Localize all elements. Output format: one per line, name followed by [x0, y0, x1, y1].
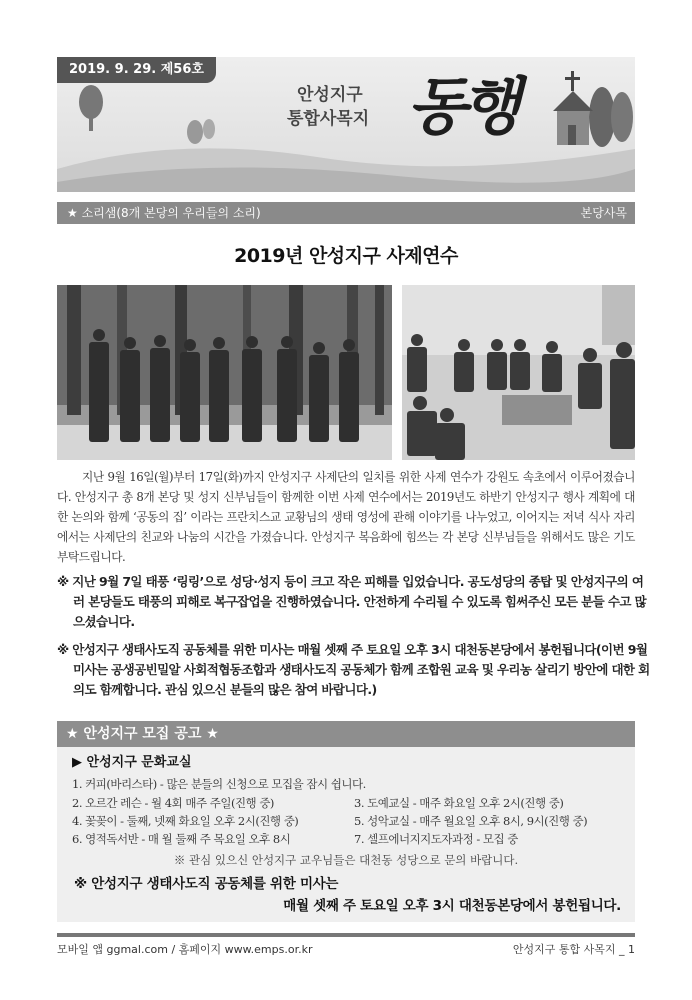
notice-ecology-mass: ※ 안성지구 생태사도직 공동체를 위한 미사는 매월 셋째 주 토요일 오후 3시 대천동본당에서 봉헌됩니다(이번 9월 미사는 공생공빈밀알 사회적협동조합과 생태사도직 공동체가 함께 조합원 교육 및 우리농 살리기 방안에 대한 회의도 함께합니다. 관심 있으신 분들의 많은 참여 바랍니다.) — [57, 642, 650, 697]
section-bar — [57, 202, 635, 224]
group-photo-forest — [57, 285, 392, 460]
mass-notice-line: ※ 안성지구 생태사도직 공동체를 위한 미사는 — [74, 876, 339, 892]
footer-divider — [57, 933, 635, 937]
notice-typhoon: ※ 지난 9월 7일 태풍 ‘링링’으로 성당·성지 등이 크고 작은 피해를 입었습니다. 공도성당의 종탑 및 안성지구의 여러 본당들도 태풍의 피해로 복구잡업을 진행하였습니다. 안전하게 수리될 수 있도록 힘써주신 모든 분들 수고 많으셨습니다. — [57, 574, 647, 629]
issue-date-tab: 2019. 9. 29. 제56호 — [57, 57, 216, 83]
banner-subtitle: 통합사목지 — [287, 109, 370, 129]
section-label: ★ 소리샘(8개 본당의 우리들의 소리) — [67, 206, 261, 220]
culture-class-item: 1. 커피(바리스타) - 많은 분들의 신청으로 모집을 잠시 쉽니다. — [72, 777, 366, 791]
recruit-box — [57, 747, 635, 922]
article-title: 2019년 안성지구 사제연수 — [234, 245, 458, 267]
recruit-inquiry-note: ※ 관심 있으신 안성지구 교우님들은 대천동 성당으로 문의 바랍니다. — [173, 853, 519, 867]
masthead-banner — [57, 57, 635, 192]
culture-class-item: 5. 성악교실 - 매주 월요일 오후 8시, 9시(진행 중) — [354, 814, 588, 828]
newsletter-title: 동행 — [407, 70, 515, 143]
recruit-header-label: ★ 안성지구 모집 공고 ★ — [66, 726, 219, 742]
mass-notice-line: 매월 셋째 주 토요일 오후 3시 대천동본당에서 봉헌됩니다. — [283, 898, 621, 914]
footer-contact: 모바일 앱 ggmal.com / 홈페이지 www.emps.or.kr — [57, 943, 313, 956]
culture-class-item: 3. 도예교실 - 매주 화요일 오후 2시(진행 중) — [354, 796, 564, 810]
banner-subtitle: 안성지구 — [297, 85, 363, 105]
article-body: 지난 9월 16일(월)부터 17일(화)까지 안성지구 사제단의 일치를 위한 사제 연수가 강원도 속초에서 이루어졌습니다. 안성지구 총 8개 본당 및 성지 신부님들이 함께한 이번 사제 연수에서는 2019년도 하반기 안성지구 행사 계획에 대한 논의와 함께 ‘공동의 집’ 이라는 프란치스교 교황님의 생태 영성에 관해 이야기를 나누었고, 이어지는 저녁 식사 자리에서는 사제단의 친교와 나눔의 시간을 가졌습니다. 안성지구 복음화에 힘쓰는 각 본당 신부님들을 위해서도 많은 기도 부탁드립니다. — [57, 470, 635, 564]
culture-class-heading: ▶ 안성지구 문화교실 — [72, 755, 192, 770]
meeting-photo-indoor — [402, 285, 635, 460]
culture-class-item: 4. 꽃꽂이 - 둘째, 넷째 화요일 오후 2시(진행 중) — [72, 814, 299, 828]
section-category: 본당사목 — [580, 206, 627, 220]
footer-page-number: 안성지구 통합 사목지 _ 1 — [512, 943, 635, 956]
recruit-header — [57, 721, 635, 747]
culture-class-item: 2. 오르간 레슨 - 월 4회 매주 주일(진행 중) — [72, 796, 274, 810]
culture-class-item: 6. 영적독서반 - 매 월 둘째 주 목요일 오후 8시 — [72, 832, 291, 846]
culture-class-item: 7. 셀프에너지지도자과정 - 모집 중 — [354, 832, 518, 846]
